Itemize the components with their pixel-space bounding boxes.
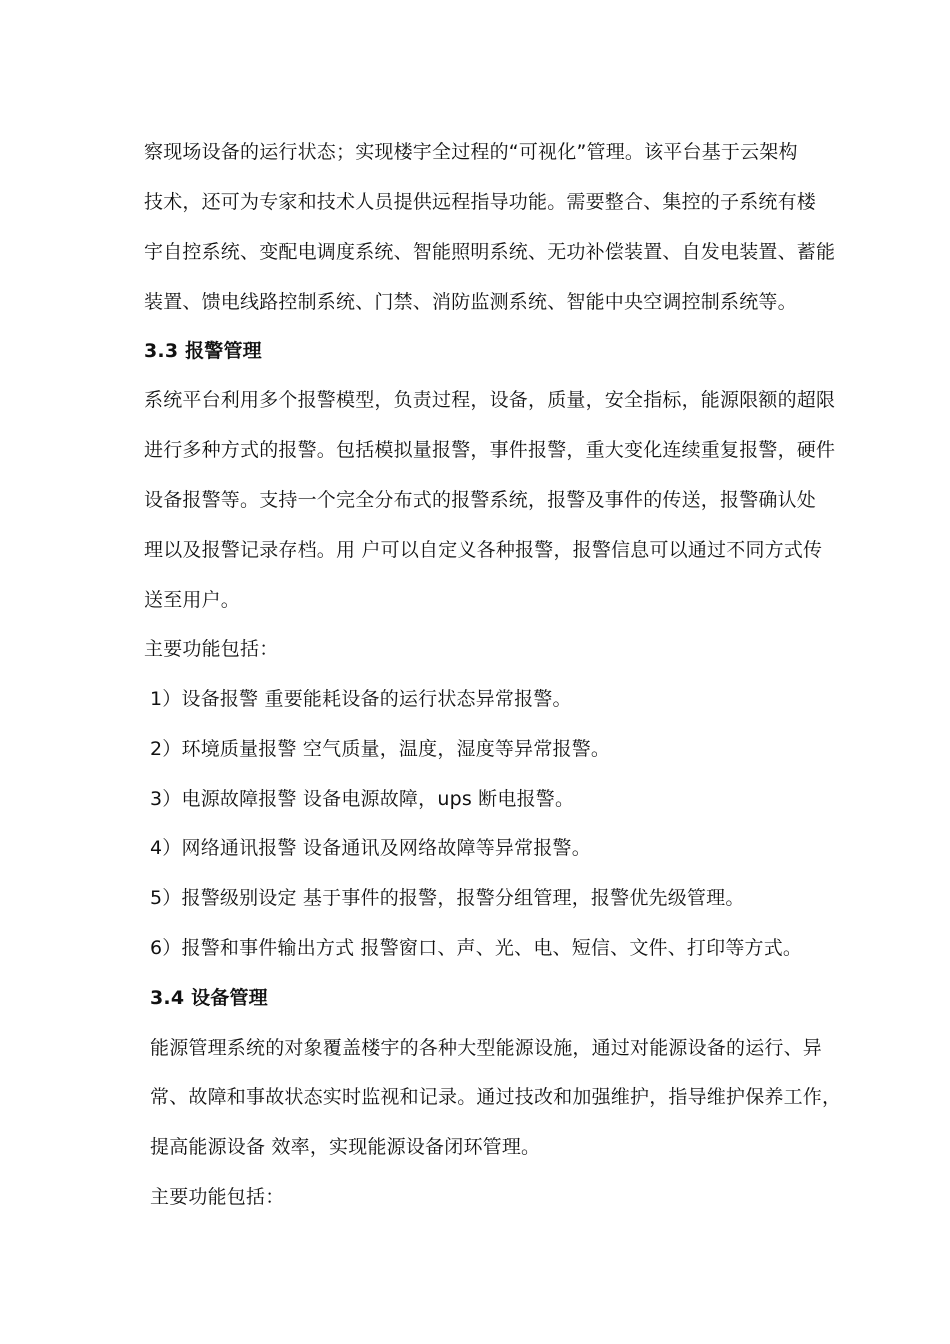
paragraph-line: 宇自控系统、变配电调度系统、智能照明系统、无功补偿装置、自发电装置、蓄能 [144,241,836,263]
functions-intro: 主要功能包括： [144,638,279,660]
paragraph-line: 察现场设备的运行状态；实现楼宇全过程的“可视化”管理。该平台基于云架构 [144,141,798,163]
section-heading-alarm: 3.3 报警管理 [144,340,262,362]
paragraph-line: 进行多种方式的报警。包括模拟量报警，事件报警，重大变化连续重复报警，硬件 [144,439,836,461]
function-item: 1）设备报警 重要能耗设备的运行状态异常报警。 [150,688,572,710]
paragraph-line: 系统平台利用多个报警模型，负责过程，设备，质量，安全指标，能源限额的超限 [144,389,836,411]
paragraph-line: 能源管理系统的对象覆盖楼宇的各种大型能源设施，通过对能源设备的运行、异 [150,1037,823,1059]
function-item: 4）网络通讯报警 设备通讯及网络故障等异常报警。 [150,837,591,859]
section-heading-equipment: 3.4 设备管理 [150,987,268,1009]
function-item: 6）报警和事件输出方式 报警窗口、声、光、电、短信、文件、打印等方式。 [150,937,803,959]
function-item: 2）环境质量报警 空气质量，温度，湿度等异常报警。 [150,738,611,760]
paragraph-line: 送至用户。 [144,589,241,611]
paragraph-line: 设备报警等。支持一个完全分布式的报警系统，报警及事件的传送，报警确认处 [144,489,817,511]
paragraph-line: 理以及报警记录存档。用 户可以自定义各种报警，报警信息可以通过不同方式传 [144,539,823,561]
paragraph-line: 常、故障和事故状态实时监视和记录。通过技改和加强维护，指导维护保养工作， [150,1086,842,1108]
function-item: 3）电源故障报警 设备电源故障，ups 断电报警。 [150,788,575,810]
functions-intro: 主要功能包括： [150,1186,285,1208]
paragraph-line: 装置、馈电线路控制系统、门禁、消防监测系统、智能中央空调控制系统等。 [144,291,797,313]
paragraph-line: 技术，还可为专家和技术人员提供远程指导功能。需要整合、集控的子系统有楼 [144,191,817,213]
paragraph-line: 提高能源设备 效率，实现能源设备闭环管理。 [150,1136,541,1158]
function-item: 5）报警级别设定 基于事件的报警，报警分组管理，报警优先级管理。 [150,887,745,909]
